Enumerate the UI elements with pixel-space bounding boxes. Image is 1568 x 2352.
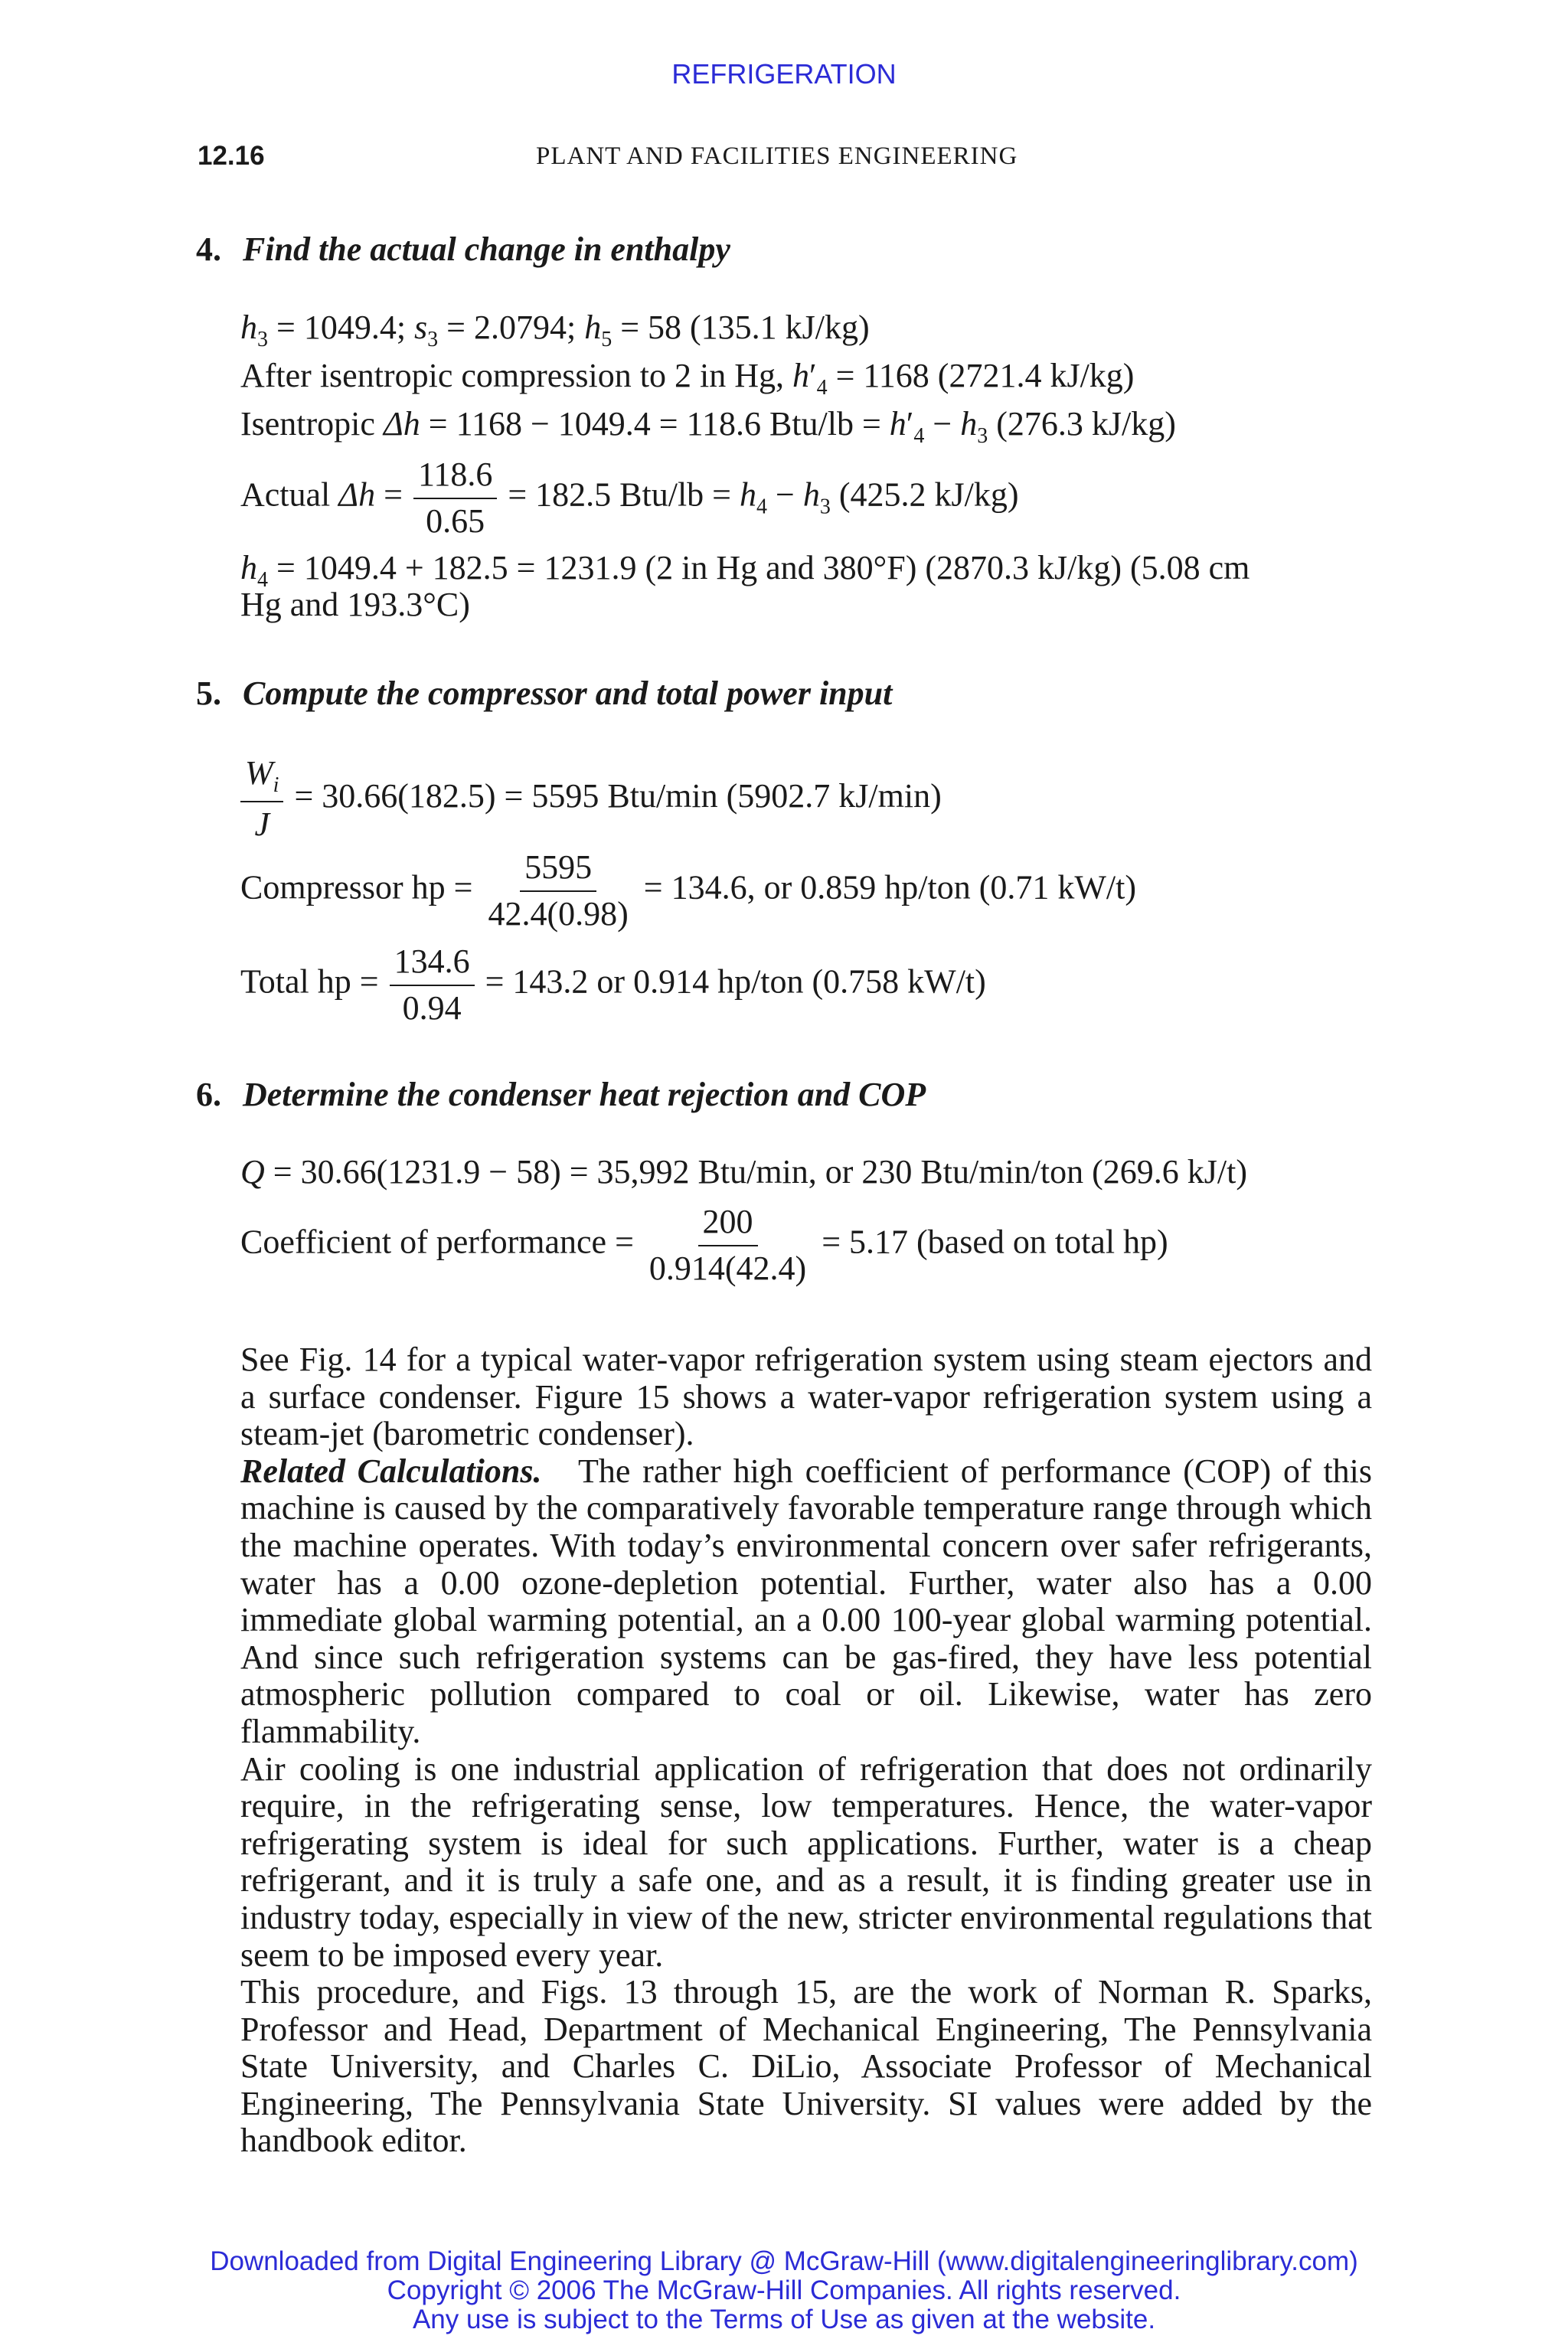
step5-total-hp: Total hp = $\frac{134.6}{0.94}$ = 143.2 or 0.914 hp/ton (0.758 kW/t) bbox=[240, 942, 986, 1027]
step5-compressor-hp: Compressor hp = $\frac{5595}{42.4(0.98)}$ = 134.6, or 0.859 hp/ton (0.71 kW/t) bbox=[240, 848, 1136, 933]
paragraph: Related Calculations. The rather high coefficient of performance (COP) of this machine is caused by the comparatively favorable temperature range through which the machine operates. With today’s environmental concern over safer refrigerants, water has a 0.00 ozone-depletion potential. Further, water also has a 0.00 immediate global warming potential, an a 0.00 100-year global warming potential. And since such refrigeration systems can be gas-fired, they have less potential atmospheric pollution compared to coal or oil. Likewise, water has zero flammability. bbox=[240, 1452, 1373, 1750]
step4-line-5: $h_4 = 1049.4 + 182.5 = 1231.9$ (2 in Hg and 380°F) (2870.3 kJ/kg) (5.08 cm bbox=[240, 549, 1250, 592]
paragraph: Air cooling is one industrial application of refrigeration that does not ordinarily require, in the refrigerating sense, low temperatures. Hence, the water-vapor refrigerating system is ideal for such applications. Further, water is a cheap refrigerant, and it is truly a safe one, and as a result, it is finding greater use in industry today, especially in view of the new, stricter environmental regulations that seem to be imposed every year. bbox=[240, 1749, 1372, 1974]
step-number: 6. bbox=[196, 1076, 221, 1113]
body-text bbox=[196, 1341, 1372, 2160]
step-5-heading bbox=[196, 674, 892, 713]
running-head: PLANT AND FACILITIES ENGINEERING bbox=[536, 142, 1018, 170]
fraction: $\frac{118.6}{0.65}$ bbox=[413, 456, 497, 541]
paragraph: This procedure, and Figs. 13 through 15, are the work of Norman R. Sparks, Professor and Head, Department of Mechanical Engineering, The Pennsylvania State University, and Charles C. DiLio, Associate Professor of Mechanical Engineering, The Pennsylvania State University. SI values were added by the handbook editor. bbox=[240, 1973, 1372, 2160]
footer bbox=[0, 2247, 1568, 2334]
fraction: $\frac{W_i}{J}$ bbox=[240, 754, 283, 844]
step-title: Find the actual change in enthalpy bbox=[243, 230, 730, 268]
step-title: Determine the condenser heat rejection and COP bbox=[243, 1076, 926, 1113]
step6-cop: Coefficient of performance = $\frac{200}{0.914(42.4)}$ = 5.17 (based on total hp) bbox=[240, 1203, 1168, 1287]
step6-heat-rejection: Q = 30.66(1231.9 − 58) = 35,992 Btu/min, or 230 Btu/min/ton (269.6 kJ/t) bbox=[240, 1153, 1247, 1191]
chapter-link[interactable]: REFRIGERATION bbox=[671, 58, 897, 90]
step-number: 5. bbox=[196, 675, 221, 712]
step-title: Compute the compressor and total power input bbox=[243, 675, 893, 712]
step4-line-2: After isentropic compression to 2 in Hg, $h'_4 = 1168$ (2721.4 kJ/kg) bbox=[240, 357, 1135, 400]
step4-line-6: Hg and 193.3°C) bbox=[240, 586, 470, 623]
footer-download-link[interactable]: Downloaded from Digital Engineering Library @ McGraw-Hill (www.digitalengineeringlibrary.com) bbox=[210, 2246, 1358, 2276]
paragraph: See Fig. 14 for a typical water-vapor refrigeration system using steam ejectors and a surface condenser. Figure 15 shows a water-vapor refrigeration system using a steam-jet (barometric condenser). bbox=[240, 1341, 1372, 1453]
step4-line-3: Isentropic Δh = 1168 − 1049.4 = 118.6 $Btu/lb = h'_4 - h_3$ (276.3 kJ/kg) bbox=[240, 405, 1176, 448]
footer-copyright: Copyright © 2006 The McGraw-Hill Companies. All rights reserved. bbox=[387, 2275, 1181, 2305]
step5-work: $\frac{W_i}{J}$ = 30.66(182.5) = 5595 Btu/min (5902.7 kJ/min) bbox=[240, 754, 942, 844]
page-number: 12.16 bbox=[198, 141, 265, 171]
step-6-heading bbox=[196, 1075, 926, 1114]
step4-line-1: $h_3 = 1049.4$; $s_3 = 2.0794$; $h_5 = 58$ (135.1 kJ/kg) bbox=[240, 309, 870, 351]
step-4-heading bbox=[196, 230, 730, 269]
step-number: 4. bbox=[196, 230, 221, 268]
fraction: $\frac{5595}{42.4(0.98)}$ bbox=[488, 848, 629, 933]
fraction: $\frac{200}{0.914(42.4)}$ bbox=[648, 1203, 807, 1287]
step4-line-4: Actual Δh = $\frac{118.6}{0.65}$ = 182.5 $Btu/lb = h_4 - h_3$ (425.2 kJ/kg) bbox=[240, 456, 1019, 540]
footer-terms[interactable]: Any use is subject to the Terms of Use as given at the website. bbox=[412, 2305, 1156, 2334]
fraction: $\frac{134.6}{0.94}$ bbox=[390, 942, 475, 1027]
